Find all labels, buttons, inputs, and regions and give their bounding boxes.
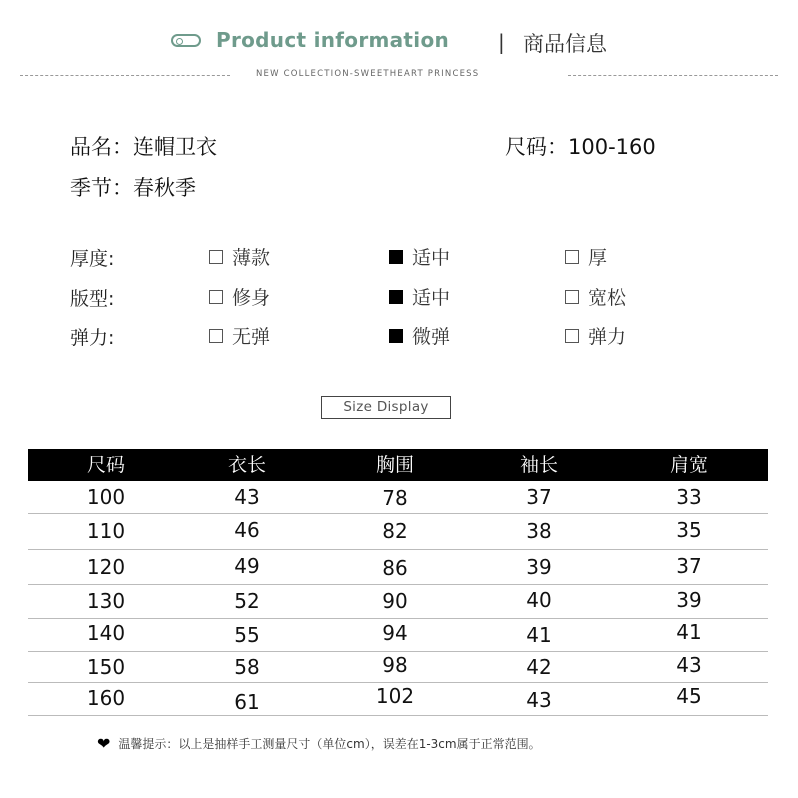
table-cell: 35	[676, 518, 702, 542]
title-english: Product information	[216, 28, 450, 52]
checkbox-empty-icon	[565, 329, 579, 343]
table-header-cell: 衣长	[227, 454, 266, 476]
table-cell: 55	[234, 622, 260, 647]
table-cell: 100	[86, 485, 126, 509]
attribute-option	[389, 283, 450, 310]
table-cell: 41	[676, 619, 702, 644]
table-cell: 90	[382, 589, 408, 613]
table-cell: 43	[234, 485, 260, 509]
option-label: 适中	[412, 247, 451, 269]
attribute-option	[209, 243, 270, 270]
attribute-option	[389, 243, 450, 270]
attribute-label: 版型:	[70, 288, 115, 310]
table-row-divider	[28, 549, 768, 550]
title-separator: |	[498, 30, 505, 54]
table-cell: 39	[526, 554, 552, 579]
option-label: 薄款	[232, 247, 271, 269]
table-cell: 45	[676, 683, 702, 708]
table-row-divider	[28, 715, 768, 716]
size-range: 尺码：100-160	[505, 135, 656, 159]
table-cell: 86	[382, 555, 408, 580]
table-cell: 130	[86, 589, 126, 613]
table-header-cell: 胸围	[375, 454, 414, 476]
checkbox-empty-icon	[209, 290, 223, 304]
season: 季节：春秋季	[70, 176, 196, 200]
table-cell: 37	[526, 485, 552, 509]
table-cell: 160	[86, 685, 126, 710]
checkbox-empty-icon	[209, 329, 223, 343]
table-cell: 52	[234, 589, 260, 613]
table-cell: 41	[526, 622, 552, 647]
option-label: 宽松	[588, 287, 627, 309]
table-cell: 61	[234, 689, 260, 714]
attribute-option	[565, 243, 607, 270]
attribute-label: 厚度:	[70, 248, 115, 270]
title-chinese: 商品信息	[523, 32, 607, 56]
table-cell: 102	[375, 683, 415, 708]
table-cell: 33	[676, 485, 702, 509]
table-cell: 82	[382, 519, 408, 543]
attribute-option	[565, 283, 626, 310]
table-cell: 94	[382, 620, 408, 645]
table-header-cell: 尺码	[86, 454, 125, 476]
table-cell: 49	[234, 553, 260, 578]
attribute-option	[209, 322, 270, 349]
footer-note	[97, 735, 541, 752]
checkbox-empty-icon	[209, 250, 223, 264]
table-cell: 37	[676, 553, 702, 578]
option-label: 适中	[412, 287, 451, 309]
table-cell: 78	[382, 486, 408, 510]
option-label: 修身	[232, 287, 271, 309]
divider-right	[568, 75, 778, 76]
table-cell: 38	[526, 519, 552, 543]
table-cell: 120	[86, 554, 126, 579]
option-label: 厚	[588, 247, 608, 269]
table-cell: 140	[86, 620, 126, 645]
attribute-option	[565, 322, 626, 349]
checkbox-empty-icon	[565, 290, 579, 304]
checkbox-checked-icon	[389, 329, 403, 343]
heart-icon: ❤	[97, 733, 111, 753]
checkbox-empty-icon	[565, 250, 579, 264]
table-row-divider	[28, 584, 768, 585]
checkbox-checked-icon	[389, 250, 403, 264]
table-cell: 46	[234, 518, 260, 542]
table-cell: 43	[526, 687, 552, 712]
table-cell: 39	[676, 588, 702, 612]
option-label: 无弹	[232, 326, 271, 348]
checkbox-checked-icon	[389, 290, 403, 304]
attribute-option	[209, 283, 270, 310]
table-cell: 98	[382, 652, 408, 677]
table-header-cell: 肩宽	[669, 454, 708, 476]
size-display-button: Size Display	[321, 396, 451, 419]
option-label: 弹力	[588, 326, 627, 348]
table-cell: 110	[86, 519, 126, 543]
attribute-option	[389, 322, 450, 349]
table-header-cell: 袖长	[519, 454, 558, 476]
table-cell: 42	[526, 654, 552, 679]
table-cell: 40	[526, 588, 552, 612]
toggle-icon	[171, 34, 201, 47]
table-cell: 43	[676, 652, 702, 677]
option-label: 微弹	[412, 326, 451, 348]
table-cell: 150	[86, 654, 126, 679]
table-row-divider	[28, 513, 768, 514]
attribute-label: 弹力:	[70, 327, 115, 349]
footer-text: 温馨提示：以上是抽样手工测量尺寸（单位cm），误差在1-3cm属于正常范围。	[118, 737, 541, 751]
product-name: 品名：连帽卫衣	[70, 135, 217, 159]
table-cell: 58	[234, 654, 260, 679]
collection-subtitle: NEW COLLECTION-SWEETHEART PRINCESS	[256, 69, 480, 79]
divider-left	[20, 75, 230, 76]
